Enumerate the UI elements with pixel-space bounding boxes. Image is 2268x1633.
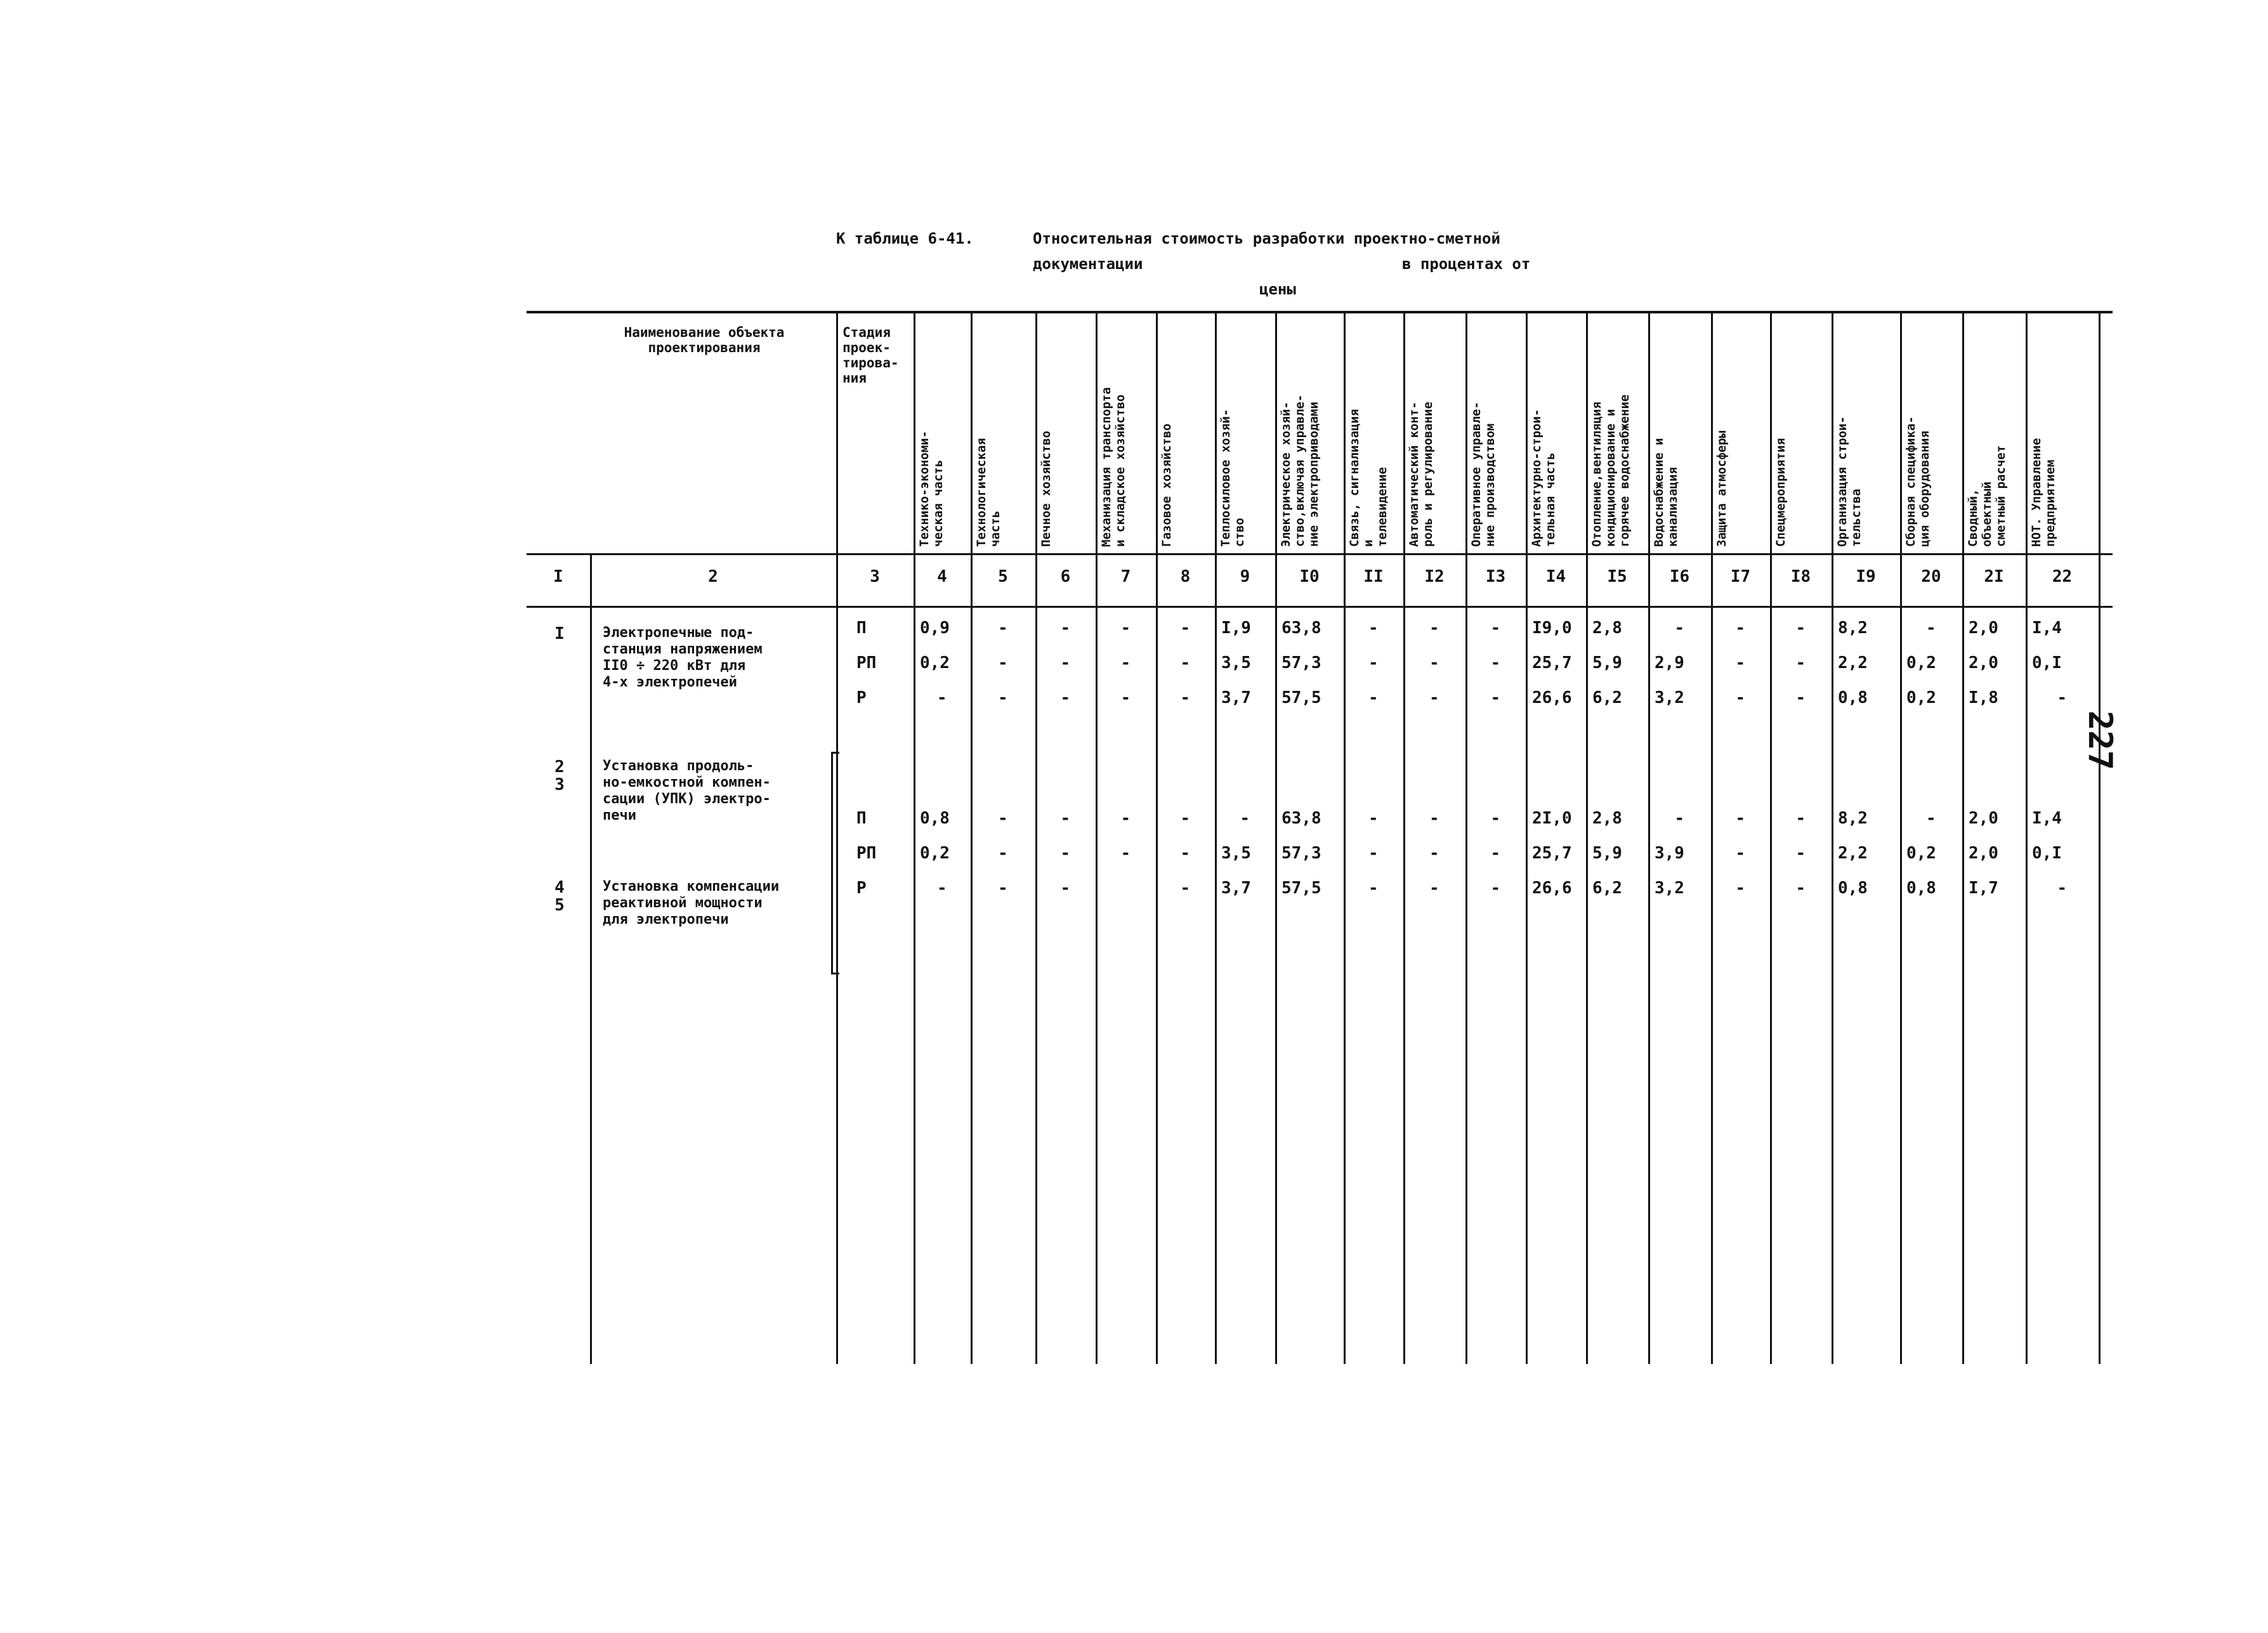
- value-cell: 2,0: [1969, 844, 1998, 863]
- column-rule: [2026, 311, 2028, 1364]
- column-number: 20: [1921, 567, 1941, 586]
- column-number: 2: [708, 567, 718, 586]
- value-cell: 0,2: [920, 653, 950, 672]
- value-cell: 2,8: [1592, 619, 1622, 638]
- value-cell: 0,I: [2032, 653, 2062, 672]
- numbers-bottom-rule: [527, 606, 2113, 608]
- column-number: 6: [1060, 567, 1071, 586]
- column-rule: [1648, 311, 1650, 1364]
- value-cell: 2,8: [1592, 809, 1622, 828]
- value-cell: -: [1060, 688, 1071, 707]
- header-column-5: Технологическая часть: [974, 438, 1002, 547]
- value-cell: 0,9: [920, 619, 950, 638]
- value-cell: 3,7: [1221, 879, 1251, 898]
- header-column-15: Отопление,вентиляция кондиционирование и горячее водоснабжение: [1590, 394, 1632, 547]
- value-cell: 2,0: [1969, 653, 1998, 672]
- value-cell: -: [1735, 879, 1746, 898]
- stage-cell: Р: [856, 879, 867, 898]
- value-cell: 26,6: [1532, 688, 1572, 707]
- column-rule: [914, 311, 915, 1364]
- value-cell: I,9: [1221, 619, 1251, 638]
- column-rule: [1770, 311, 1772, 1364]
- column-rule: [1711, 311, 1713, 1364]
- object-number: 2 3: [554, 757, 565, 794]
- value-cell: -: [1429, 844, 1439, 863]
- value-cell: -: [1368, 619, 1379, 638]
- column-number: II: [1363, 567, 1384, 586]
- column-number: I2: [1424, 567, 1445, 586]
- value-cell: -: [1240, 809, 1250, 828]
- header-column-13: Оперативное управле- ние производством: [1469, 402, 1497, 547]
- value-cell: -: [1795, 653, 1806, 672]
- value-cell: -: [1429, 619, 1439, 638]
- value-cell: -: [1180, 688, 1191, 707]
- column-number: I4: [1545, 567, 1566, 586]
- value-cell: 0,8: [1906, 879, 1936, 898]
- header-column-7: Механизация транспорта и складское хозяйство: [1099, 387, 1127, 547]
- value-cell: -: [1674, 809, 1685, 828]
- value-cell: -: [1490, 844, 1501, 863]
- value-cell: -: [1490, 879, 1501, 898]
- column-number: 22: [2052, 567, 2073, 586]
- value-cell: -: [1490, 619, 1501, 638]
- column-number: 7: [1120, 567, 1131, 586]
- value-cell: -: [1368, 688, 1379, 707]
- header-column-4: Технико-экономи- ческая часть: [917, 430, 945, 547]
- value-cell: -: [1060, 844, 1071, 863]
- grouping-bracket: [831, 752, 839, 974]
- value-cell: -: [1368, 844, 1379, 863]
- value-cell: 0,2: [920, 844, 950, 863]
- value-cell: 0,2: [1906, 653, 1936, 672]
- value-cell: -: [1060, 619, 1071, 638]
- value-cell: -: [1795, 809, 1806, 828]
- column-number: I3: [1485, 567, 1506, 586]
- object-name: Установка продоль- но-емкостной компен- сации (УПК) электро- печи: [603, 758, 771, 823]
- value-cell: -: [1120, 844, 1131, 863]
- value-cell: -: [1429, 653, 1439, 672]
- column-rule: [1900, 311, 1902, 1364]
- value-cell: -: [1735, 844, 1746, 863]
- value-cell: 8,2: [1838, 619, 1868, 638]
- value-cell: -: [1120, 619, 1131, 638]
- column-rule: [1096, 311, 1098, 1364]
- table-top-rule: [527, 311, 2113, 313]
- value-cell: 63,8: [1281, 619, 1321, 638]
- column-rule: [1344, 311, 1346, 1364]
- value-cell: 6,2: [1592, 879, 1622, 898]
- value-cell: 0,I: [2032, 844, 2062, 863]
- header-stage-cell: Стадия проек-тирова-ния: [842, 325, 899, 386]
- value-cell: -: [1368, 653, 1379, 672]
- value-cell: -: [998, 619, 1008, 638]
- stage-cell: П: [856, 809, 867, 828]
- column-rule: [1465, 311, 1467, 1364]
- value-cell: -: [1490, 653, 1501, 672]
- table-reference: К таблице 6-41.: [836, 230, 974, 247]
- table-title-line-3: цены: [1259, 280, 1296, 298]
- header-column-18: Спецмероприятия: [1774, 438, 1788, 547]
- value-cell: 63,8: [1281, 809, 1321, 828]
- value-cell: 2,9: [1655, 653, 1684, 672]
- column-rule: [1832, 311, 1833, 1364]
- value-cell: -: [1735, 688, 1746, 707]
- value-cell: 0,8: [1838, 688, 1868, 707]
- header-name-cell: Наименование объекта проектирования: [624, 325, 785, 355]
- value-cell: -: [1180, 653, 1191, 672]
- table-title-line-2-right: в процентах от: [1402, 255, 1531, 273]
- header-column-14: Архитектурно-строи- тельная часть: [1530, 409, 1557, 547]
- column-number: I5: [1607, 567, 1627, 586]
- value-cell: 25,7: [1532, 653, 1572, 672]
- value-cell: 2I,0: [1532, 809, 1572, 828]
- value-cell: 8,2: [1838, 809, 1868, 828]
- value-cell: 0,2: [1906, 844, 1936, 863]
- value-cell: -: [998, 879, 1008, 898]
- column-rule: [971, 311, 973, 1364]
- column-number: 8: [1180, 567, 1191, 586]
- stage-cell: Р: [856, 688, 867, 707]
- column-rule: [2099, 311, 2101, 1364]
- column-number: I6: [1669, 567, 1690, 586]
- value-cell: 3,7: [1221, 688, 1251, 707]
- column-number: I0: [1299, 567, 1320, 586]
- column-number: I: [553, 567, 563, 586]
- column-number: I8: [1790, 567, 1811, 586]
- value-cell: 2,0: [1969, 619, 1998, 638]
- object-number: I: [554, 624, 565, 643]
- value-cell: -: [1926, 619, 1936, 638]
- header-column-11: Связь, сигнализация и телевидение: [1347, 409, 1389, 547]
- value-cell: -: [1120, 688, 1131, 707]
- header-column-10: Электрическое хозяй- ство,включая управле- ние электроприводами: [1279, 394, 1321, 547]
- value-cell: -: [1120, 809, 1131, 828]
- value-cell: -: [1490, 688, 1501, 707]
- value-cell: I,4: [2032, 809, 2062, 828]
- value-cell: 25,7: [1532, 844, 1572, 863]
- value-cell: 3,5: [1221, 653, 1251, 672]
- column-number: 4: [937, 567, 947, 586]
- value-cell: 2,2: [1838, 844, 1868, 863]
- stage-cell: РП: [856, 844, 877, 863]
- value-cell: -: [1490, 809, 1501, 828]
- header-column-12: Автоматический конт- роль и регулирование: [1407, 402, 1435, 547]
- stage-cell: П: [856, 619, 867, 638]
- column-rule: [1275, 311, 1277, 1364]
- value-cell: -: [998, 844, 1008, 863]
- value-cell: -: [1180, 879, 1191, 898]
- value-cell: 5,9: [1592, 653, 1622, 672]
- header-column-20: Сборная специфика- ция оборудования: [1904, 416, 1932, 547]
- value-cell: -: [1735, 653, 1746, 672]
- value-cell: -: [1060, 879, 1071, 898]
- column-rule: [1215, 311, 1217, 1364]
- value-cell: -: [1180, 844, 1191, 863]
- column-rule: [590, 553, 592, 1364]
- value-cell: 3,2: [1655, 879, 1684, 898]
- value-cell: -: [1368, 809, 1379, 828]
- header-column-8: Газовое хозяйство: [1160, 423, 1174, 547]
- value-cell: -: [1795, 688, 1806, 707]
- value-cell: -: [1795, 619, 1806, 638]
- value-cell: 0,8: [920, 809, 950, 828]
- value-cell: -: [998, 688, 1008, 707]
- value-cell: 6,2: [1592, 688, 1622, 707]
- value-cell: 2,0: [1969, 809, 1998, 828]
- value-cell: -: [998, 809, 1008, 828]
- value-cell: -: [1060, 653, 1071, 672]
- value-cell: -: [1926, 809, 1936, 828]
- value-cell: -: [1429, 809, 1439, 828]
- table-title-line-2-left: документации: [1033, 255, 1143, 273]
- value-cell: -: [1674, 619, 1685, 638]
- value-cell: 57,3: [1281, 653, 1321, 672]
- page-number: 227: [2081, 711, 2119, 770]
- value-cell: -: [937, 688, 947, 707]
- value-cell: 26,6: [1532, 879, 1572, 898]
- value-cell: 3,2: [1655, 688, 1684, 707]
- header-column-16: Водоснабжение и канализация: [1652, 438, 1680, 547]
- column-rule: [1962, 311, 1964, 1364]
- column-rule: [1156, 311, 1158, 1364]
- stage-cell: РП: [856, 653, 877, 672]
- value-cell: 57,5: [1281, 879, 1321, 898]
- object-name: Электропечные под- станция напряжением II0 ÷ 220 кВт для 4-х электропечей: [603, 625, 763, 690]
- header-column-19: Организация строи- тельства: [1835, 416, 1863, 547]
- value-cell: -: [1795, 879, 1806, 898]
- header-bottom-rule: [527, 553, 2113, 555]
- column-number: 5: [998, 567, 1008, 586]
- value-cell: -: [1429, 879, 1439, 898]
- value-cell: -: [1060, 809, 1071, 828]
- column-rule: [1403, 311, 1405, 1364]
- value-cell: -: [1429, 688, 1439, 707]
- column-number: I7: [1730, 567, 1751, 586]
- header-column-6: Печное хозяйство: [1039, 430, 1053, 547]
- column-number: 9: [1240, 567, 1250, 586]
- value-cell: -: [1795, 844, 1806, 863]
- value-cell: -: [1735, 619, 1746, 638]
- value-cell: 57,3: [1281, 844, 1321, 863]
- value-cell: -: [1180, 619, 1191, 638]
- value-cell: 0,2: [1906, 688, 1936, 707]
- value-cell: 0,8: [1838, 879, 1868, 898]
- column-number: 3: [870, 567, 880, 586]
- value-cell: -: [937, 879, 947, 898]
- object-number: 4 5: [554, 878, 565, 915]
- header-column-17: Защита атмосферы: [1715, 430, 1729, 547]
- value-cell: -: [2057, 688, 2068, 707]
- header-column-22: НОТ. Управление предприятием: [2029, 438, 2057, 547]
- column-rule: [1035, 311, 1037, 1364]
- column-rule: [1526, 311, 1528, 1364]
- value-cell: -: [998, 653, 1008, 672]
- column-number: I9: [1856, 567, 1876, 586]
- object-name: Установка компенсации реактивной мощности для электропечи: [603, 879, 780, 928]
- column-rule: [1586, 311, 1588, 1364]
- value-cell: I,7: [1969, 879, 1998, 898]
- value-cell: 57,5: [1281, 688, 1321, 707]
- header-column-21: Сводный, объектный сметный расчет: [1966, 445, 2008, 547]
- value-cell: I9,0: [1532, 619, 1572, 638]
- value-cell: 3,9: [1655, 844, 1684, 863]
- value-cell: -: [2057, 879, 2068, 898]
- header-column-9: Теплосиловое хозяй- ство: [1219, 409, 1247, 547]
- value-cell: -: [1120, 653, 1131, 672]
- value-cell: -: [1735, 809, 1746, 828]
- value-cell: 2,2: [1838, 653, 1868, 672]
- value-cell: -: [1368, 879, 1379, 898]
- table-title-line-1: Относительная стоимость разработки проектно-сметной: [1033, 230, 1500, 247]
- value-cell: 3,5: [1221, 844, 1251, 863]
- value-cell: -: [1180, 809, 1191, 828]
- value-cell: I,8: [1969, 688, 1998, 707]
- value-cell: 5,9: [1592, 844, 1622, 863]
- value-cell: I,4: [2032, 619, 2062, 638]
- column-number: 2I: [1984, 567, 2004, 586]
